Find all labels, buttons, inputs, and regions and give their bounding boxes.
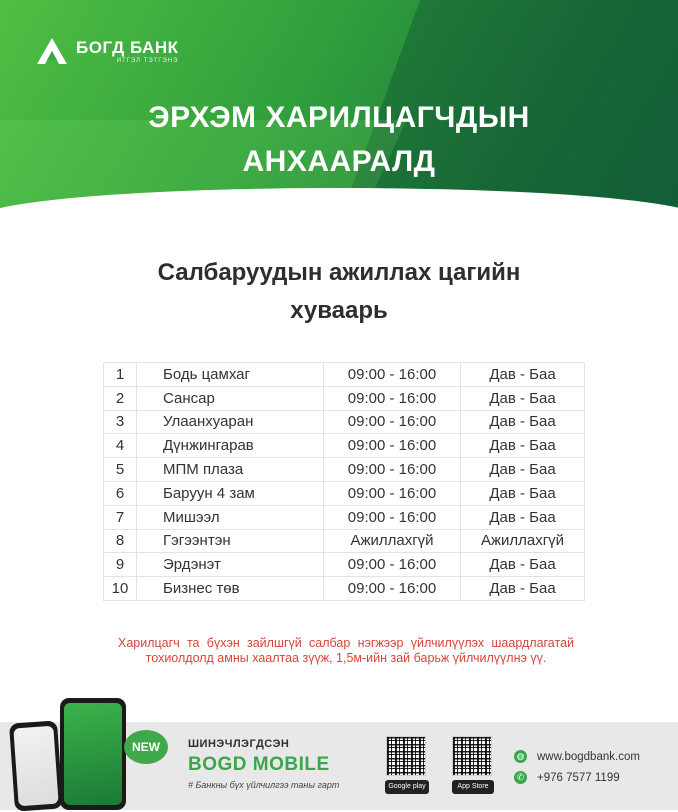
table-row	[104, 505, 585, 529]
table-row	[104, 434, 585, 458]
branch-name: Бизнес төв	[137, 577, 324, 601]
phone-mockup	[9, 720, 63, 811]
branch-name: Сансар	[137, 386, 324, 410]
website-link[interactable]	[514, 750, 640, 763]
table-row	[104, 553, 585, 577]
phone-text: +976 7577 1199	[537, 771, 620, 784]
row-number: 4	[104, 434, 137, 458]
promo-tagline: # Банкны бүх үйлчилгээ таны гарт	[188, 780, 340, 790]
headline	[0, 96, 678, 184]
working-days: Дав - Баа	[461, 410, 585, 434]
working-hours: 09:00 - 16:00	[324, 577, 461, 601]
schedule-table	[103, 362, 585, 601]
branch-name: МПМ плаза	[137, 458, 324, 482]
working-hours: 09:00 - 16:00	[324, 386, 461, 410]
table-row	[104, 458, 585, 482]
qr-code-android[interactable]	[386, 736, 426, 776]
working-hours: 09:00 - 16:00	[324, 458, 461, 482]
google-play-badge[interactable]: Google play	[385, 780, 429, 794]
logo-name: БОГД БАНК	[76, 37, 179, 57]
logo-tagline: ИТГЭЛ ТЭТГЭНЭ	[116, 57, 179, 64]
branch-name: Улаанхуаран	[137, 410, 324, 434]
working-hours: 09:00 - 16:00	[324, 363, 461, 387]
app-store-badge[interactable]: App Store	[452, 780, 494, 794]
headline-line: ЭРХЭМ ХАРИЛЦАГЧДЫН	[148, 101, 530, 134]
branch-name: Мишээл	[137, 505, 324, 529]
row-number: 3	[104, 410, 137, 434]
working-hours: Ажиллахгүй	[324, 529, 461, 553]
website-text: www.bogdbank.com	[537, 750, 640, 763]
branch-name: Бодь цамхаг	[137, 363, 324, 387]
working-hours: 09:00 - 16:00	[324, 434, 461, 458]
row-number: 10	[104, 577, 137, 601]
working-days: Дав - Баа	[461, 363, 585, 387]
working-days: Ажиллахгүй	[461, 529, 585, 553]
promo-subtitle: ШИНЭЧЛЭГДСЭН	[188, 738, 290, 750]
row-number: 6	[104, 481, 137, 505]
table-row	[104, 363, 585, 387]
branch-name: Дүнжингарав	[137, 434, 324, 458]
phone-link[interactable]	[514, 771, 620, 784]
row-number: 2	[104, 386, 137, 410]
working-days: Дав - Баа	[461, 505, 585, 529]
working-hours: 09:00 - 16:00	[324, 505, 461, 529]
title-line: хуваарь	[290, 297, 388, 324]
working-days: Дав - Баа	[461, 458, 585, 482]
new-badge: NEW	[124, 730, 168, 764]
notice-text: Харилцагч та бүхэн зайлшгүй салбар нэгжээр үйлчилүүлэх шаардлагатай тохиолдолд амны хаалтаа зүүж, 1,5м-ийн зай барьж үйлчилүүлнэ үү.	[118, 636, 574, 665]
globe-icon: ◍	[514, 750, 527, 763]
row-number: 5	[104, 458, 137, 482]
row-number: 7	[104, 505, 137, 529]
branch-name: Гэгээнтэн	[137, 529, 324, 553]
working-hours: 09:00 - 16:00	[324, 553, 461, 577]
qr-code-ios[interactable]	[452, 736, 492, 776]
table-row	[104, 481, 585, 505]
headline-line: АНХААРАЛД	[242, 145, 436, 178]
table-row	[104, 529, 585, 553]
title-line: Салбаруудын ажиллах цагийн	[157, 259, 521, 286]
phone-icon: ✆	[514, 771, 527, 784]
bank-logo	[36, 36, 179, 66]
table-row	[104, 577, 585, 601]
working-days: Дав - Баа	[461, 481, 585, 505]
working-days: Дав - Баа	[461, 577, 585, 601]
header-banner	[0, 0, 678, 208]
row-number: 8	[104, 529, 137, 553]
working-days: Дав - Баа	[461, 386, 585, 410]
working-hours: 09:00 - 16:00	[324, 410, 461, 434]
working-hours: 09:00 - 16:00	[324, 481, 461, 505]
table-row	[104, 410, 585, 434]
row-number: 9	[104, 553, 137, 577]
row-number: 1	[104, 363, 137, 387]
logo-mark-icon	[36, 37, 68, 65]
branch-name: Баруун 4 зам	[137, 481, 324, 505]
branch-name: Эрдэнэт	[137, 553, 324, 577]
page-title	[0, 254, 678, 330]
phone-mockup	[60, 698, 126, 810]
promo-app-name: BOGD MOBILE	[188, 754, 330, 775]
working-days: Дав - Баа	[461, 434, 585, 458]
table-row	[104, 386, 585, 410]
working-days: Дав - Баа	[461, 553, 585, 577]
